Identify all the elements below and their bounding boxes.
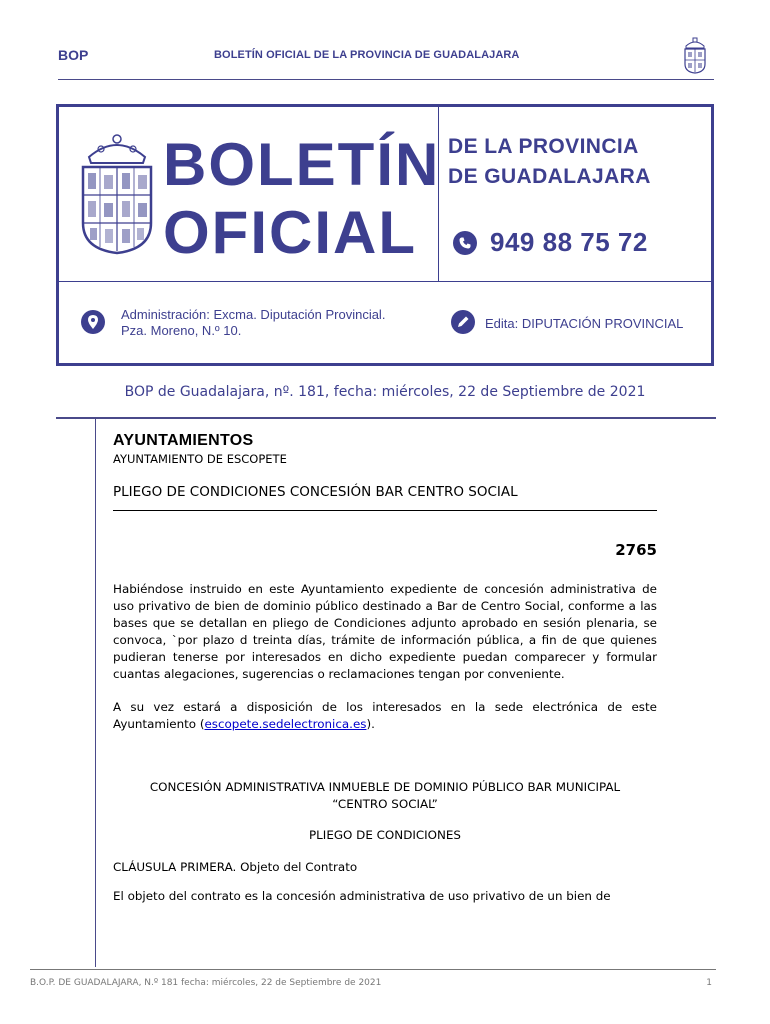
paragraph-2 — [113, 699, 657, 733]
document-body — [113, 432, 657, 903]
concession-heading — [113, 779, 657, 813]
document-title: PLIEGO DE CONDICIONES CONCESIÓN BAR CENTRO SOCIAL — [113, 484, 657, 511]
banner-divider-vertical — [438, 107, 439, 281]
banner-province-line2: DE GUADALAJARA — [448, 165, 651, 188]
pencil-icon — [451, 310, 475, 334]
banner-admin-line2: Pza. Moreno, N.º 10. — [121, 323, 242, 338]
issue-divider — [56, 417, 716, 419]
footer-citation: B.O.P. DE GUADALAJARA, N.º 181 fecha: miércoles, 22 de Septiembre de 2021 — [30, 978, 382, 988]
content-left-rule — [95, 419, 96, 967]
paragraph-1: Habiéndose instruido en este Ayuntamiento expediente de concesión administrativa de uso privativo de bien de dominio público destinado a Bar de Centro Social, conforme a las bases que se detallan en pliego de Condiciones adjunto aprobado en sesión plenaria, se convoca, `por plazo d treinta días, trámite de información pública, a fin de que quienes pudieran tenerse por interesados en dicho expediente puedan comparecer y formular cuantas alegaciones, sugerencias o reclamaciones tengan por conveniente. — [113, 582, 657, 681]
subsection-heading: AYUNTAMIENTO DE ESCOPETE — [113, 452, 287, 466]
conditions-heading: PLIEGO DE CONDICIONES — [309, 828, 461, 842]
banner-admin — [121, 307, 385, 339]
bop-issue-line: BOP de Guadalajara, nº. 181, fecha: miércoles, 22 de Septiembre de 2021 — [124, 384, 646, 400]
page-header — [58, 46, 714, 80]
concession-heading-line1: CONCESIÓN ADMINISTRATIVA INMUEBLE DE DOMINIO PÚBLICO BAR MUNICIPAL — [149, 780, 621, 794]
banner-province-line1: DE LA PROVINCIA — [448, 135, 639, 158]
bop-label: BOP — [58, 47, 89, 63]
paragraph-2-end: ). — [366, 717, 375, 731]
concession-heading-line2: “CENTRO SOCIAL” — [332, 797, 438, 811]
phone-icon — [453, 231, 477, 255]
banner-title-line2: OFICIAL — [163, 199, 417, 266]
section-heading: AYUNTAMIENTOS — [113, 432, 254, 449]
coat-of-arms-icon — [77, 133, 157, 255]
seal-icon — [682, 36, 708, 74]
header-title: BOLETÍN OFICIAL DE LA PROVINCIA DE GUADALAJARA — [214, 49, 520, 61]
banner-divider-horizontal — [59, 281, 711, 282]
paragraph-2-text: A su vez estará a disposición de los interesados en la sede electrónica de este Ayuntamiento ( — [113, 700, 657, 731]
location-pin-icon — [81, 310, 105, 334]
sede-link[interactable]: escopete.sedelectronica.es — [204, 717, 367, 731]
clause-heading: CLÁUSULA PRIMERA. Objeto del Contrato — [113, 860, 358, 874]
bulletin-banner — [56, 104, 714, 366]
page-number: 1 — [706, 978, 712, 988]
footer-divider — [30, 969, 716, 970]
banner-editor: Edita: DIPUTACIÓN PROVINCIAL — [485, 316, 684, 331]
announcement-number: 2765 — [615, 541, 657, 559]
banner-phone: 949 88 75 72 — [490, 227, 648, 257]
banner-title-line1: BOLETÍN — [163, 131, 441, 198]
banner-admin-line1: Administración: Excma. Diputación Provincial. — [121, 307, 386, 322]
paragraph-3: El objeto del contrato es la concesión administrativa de uso privativo de un bien de — [113, 889, 611, 903]
